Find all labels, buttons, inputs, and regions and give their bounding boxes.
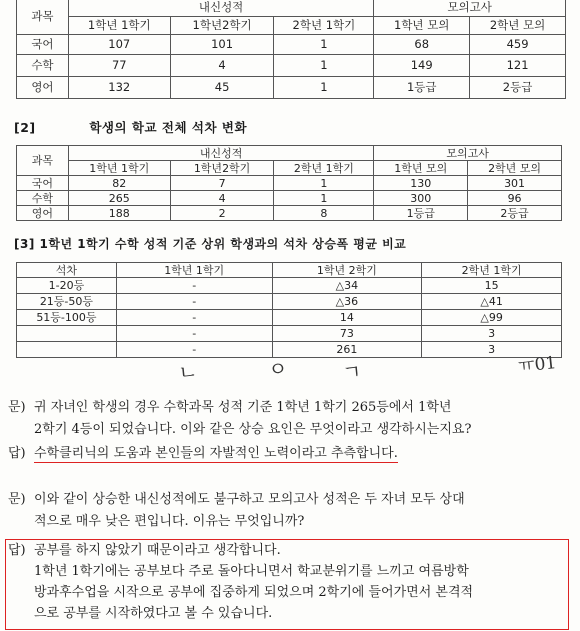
table-cell: 188 — [68, 206, 170, 221]
table-cell: 68 — [374, 35, 470, 55]
table-cell: 77 — [68, 55, 170, 77]
table-cell: 1등급 — [374, 77, 470, 99]
answer-2-line-3: 방과후수업을 시작으로 공부에 집중하게 되었으며 2학기에 들어가면서 본격적 — [34, 585, 474, 600]
table-row — [17, 77, 566, 99]
table-1-col-header: 2학년 1학기 — [274, 17, 374, 35]
table-2-col-header: 2학년 모의 — [468, 161, 562, 176]
table-row — [17, 176, 562, 191]
table-3-col-header: 석차 — [17, 263, 117, 278]
table-cell — [17, 342, 117, 358]
table-cell: - — [116, 342, 272, 358]
table-cell: 45 — [170, 77, 274, 99]
table-cell: △34 — [272, 278, 422, 294]
table-cell: 1등급 — [374, 206, 468, 221]
table-1-subject-header: 과목 — [17, 0, 69, 35]
table-cell: 149 — [374, 55, 470, 77]
table-cell: 261 — [272, 342, 422, 358]
table-row — [17, 55, 566, 77]
answer-2-line-4: 으로 공부를 시작하였다고 볼 수 있습니다. — [34, 606, 273, 621]
table-cell: 4 — [170, 55, 274, 77]
table-2-subject: 영어 — [17, 206, 69, 221]
table-cell: 3 — [422, 326, 562, 342]
table-cell: △36 — [272, 294, 422, 310]
table-cell: 2등급 — [470, 77, 566, 99]
question-2 — [8, 489, 568, 533]
table-cell: 459 — [470, 35, 566, 55]
table-cell: 1 — [274, 77, 374, 99]
table-row — [17, 342, 562, 358]
table-cell: - — [116, 326, 272, 342]
section-2-heading — [14, 118, 247, 136]
table-2-col-header: 1학년2학기 — [170, 161, 274, 176]
table-cell: 2 — [170, 206, 274, 221]
table-3-col-header: 1학년 2학기 — [272, 263, 422, 278]
table-cell: 101 — [170, 35, 274, 55]
question-1-line-1: 귀 자녀인 학생의 경우 수학과목 성적 기준 1학년 1학기 265등에서 1학년 — [34, 400, 452, 415]
table-2-school-rank — [16, 145, 562, 221]
handwritten-mark: ㅠ01 — [517, 353, 558, 377]
table-cell: 73 — [272, 326, 422, 342]
question-tag: 문) — [8, 492, 26, 507]
table-2-group-mock: 모의고사 — [374, 146, 562, 161]
answer-1-text: 수학클리닉의 도움과 본인들의 자발적인 노력이라고 추측합니다. — [34, 446, 398, 461]
section-3-heading: [3] 1학년 1학기 수학 성적 기준 상위 학생과의 석차 상승폭 평균 비교 — [14, 237, 407, 251]
table-1-col-header: 1학년 1학기 — [68, 17, 170, 35]
table-cell: 121 — [470, 55, 566, 77]
table-cell: 1 — [274, 176, 374, 191]
table-cell: 21등-50등 — [17, 294, 117, 310]
table-2-subject-header: 과목 — [17, 146, 69, 176]
table-cell: 51등-100등 — [17, 310, 117, 326]
answer-tag: 답) — [8, 543, 26, 558]
table-row — [17, 294, 562, 310]
table-3-col-header: 2학년 1학기 — [422, 263, 562, 278]
table-1-col-header: 1학년 모의 — [374, 17, 470, 35]
table-cell: 265 — [68, 191, 170, 206]
table-cell: 7 — [170, 176, 274, 191]
handwritten-mark: ㄱ — [340, 359, 363, 385]
table-cell: 301 — [468, 176, 562, 191]
table-cell: 82 — [68, 176, 170, 191]
table-cell: △99 — [422, 310, 562, 326]
section-2-number: [2] — [14, 120, 36, 135]
section-2-title: 학생의 학교 전체 석차 변화 — [89, 120, 248, 135]
table-cell: 132 — [68, 77, 170, 99]
table-cell: 107 — [68, 35, 170, 55]
table-1-subject: 수학 — [17, 55, 69, 77]
question-1 — [8, 397, 568, 441]
handwritten-mark: ㄴ — [176, 359, 199, 385]
table-2-subject: 국어 — [17, 176, 69, 191]
table-1-col-header: 2학년 모의 — [470, 17, 566, 35]
table-cell: 130 — [374, 176, 468, 191]
question-2-line-1: 이와 같이 상승한 내신성적에도 불구하고 모의고사 성적은 두 자녀 모두 상대 — [34, 492, 465, 507]
table-1-subject-scores — [16, 0, 566, 99]
table-1-col-header: 1학년2학기 — [170, 17, 274, 35]
table-cell — [17, 326, 117, 342]
question-2-line-2: 적으로 매우 낮은 편입니다. 이유는 무엇입니까? — [34, 514, 305, 529]
table-2-col-header: 2학년 1학기 — [274, 161, 374, 176]
table-cell: - — [116, 278, 272, 294]
answer-2 — [8, 540, 564, 624]
table-cell: 1-20등 — [17, 278, 117, 294]
answer-2-line-2: 1학년 1학기에는 공부보다 주로 돌아다니면서 학교분위기를 느끼고 여름방학 — [34, 564, 469, 579]
table-cell: 1 — [274, 55, 374, 77]
table-cell: 2등급 — [468, 206, 562, 221]
table-row — [17, 206, 562, 221]
table-row — [17, 278, 562, 294]
table-row — [17, 35, 566, 55]
table-1-group-naesin: 내신성적 — [68, 0, 373, 17]
table-cell: △41 — [422, 294, 562, 310]
table-cell: 3 — [422, 342, 562, 358]
table-row — [17, 191, 562, 206]
table-row — [17, 310, 562, 326]
table-cell: 300 — [374, 191, 468, 206]
table-cell: - — [116, 294, 272, 310]
question-tag: 문) — [8, 400, 26, 415]
table-cell: 96 — [468, 191, 562, 206]
answer-tag: 답) — [8, 446, 26, 461]
answer-1 — [8, 443, 568, 465]
table-cell: 8 — [274, 206, 374, 221]
table-2-subject: 수학 — [17, 191, 69, 206]
table-1-subject: 국어 — [17, 35, 69, 55]
table-cell: - — [116, 310, 272, 326]
table-cell: 4 — [170, 191, 274, 206]
table-cell: 14 — [272, 310, 422, 326]
table-row — [17, 326, 562, 342]
table-2-group-naesin: 내신성적 — [68, 146, 373, 161]
handwritten-mark: ㅇ — [266, 356, 289, 382]
answer-2-line-1: 공부를 하지 않았기 때문이라고 생각합니다. — [34, 543, 281, 558]
table-3-rank-comparison — [16, 262, 562, 358]
question-1-line-2: 2학기 4등이 되었습니다. 이와 같은 상승 요인은 무엇이라고 생각하시는지요? — [34, 422, 472, 437]
table-1-subject: 영어 — [17, 77, 69, 99]
table-cell: 15 — [422, 278, 562, 294]
table-cell: 1 — [274, 35, 374, 55]
table-1-group-mock: 모의고사 — [374, 0, 566, 17]
table-2-col-header: 1학년 모의 — [374, 161, 468, 176]
table-cell: 1 — [274, 191, 374, 206]
table-3-col-header: 1학년 1학기 — [116, 263, 272, 278]
table-2-col-header: 1학년 1학기 — [68, 161, 170, 176]
